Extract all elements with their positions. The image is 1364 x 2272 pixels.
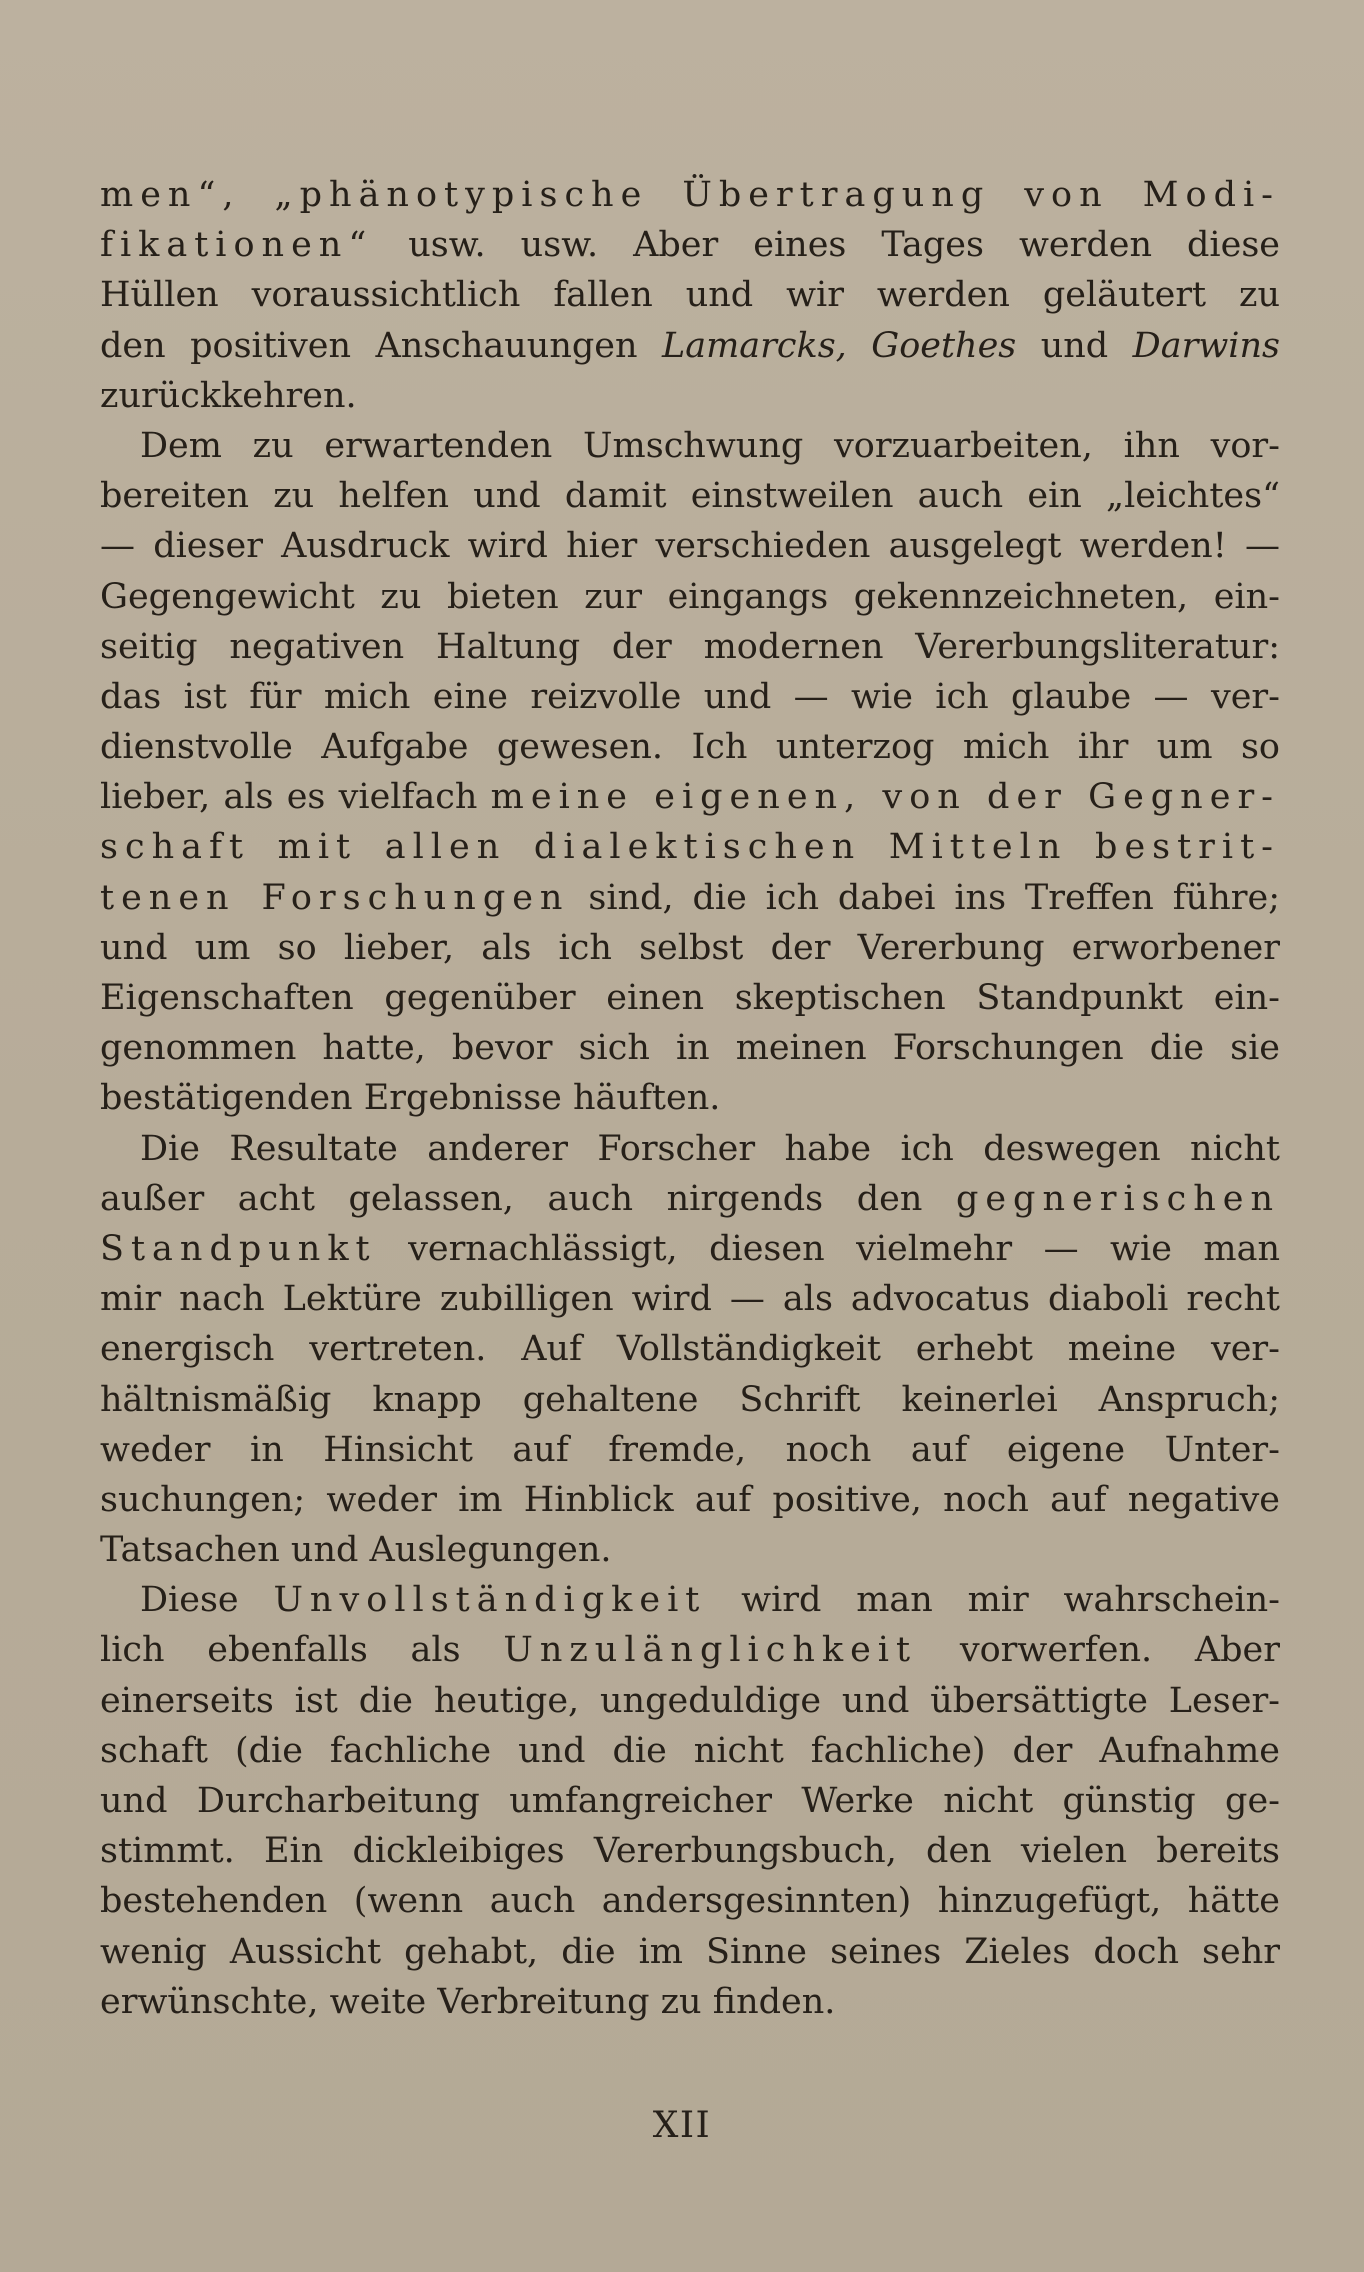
text-line (100, 1676, 1280, 1726)
text-segment: sind, die ich dabei ins Treffen führe; (569, 877, 1280, 918)
text-line (100, 170, 1280, 220)
text-segment: mir nach Lektüre zubilligen wird — als advocatus diaboli recht (100, 1279, 1280, 1320)
text-line (100, 1726, 1280, 1776)
spaced-emphasis-text: fikationen“ (100, 225, 374, 266)
text-segment: außer acht gelassen, auch nirgends den (100, 1178, 956, 1219)
text-segment: Dem zu erwartenden Umschwung vorzuarbeiten, ihn vor- (140, 425, 1280, 466)
text-line (100, 772, 1280, 822)
text-segment: den positiven Anschauungen (100, 325, 662, 366)
spaced-emphasis-text: Unzulänglichkeit (503, 1630, 918, 1671)
text-segment: usw. usw. Aber eines Tages werden diese (373, 225, 1280, 266)
text-segment: einerseits ist die heutige, ungeduldige und übersättigte Leser- (100, 1680, 1280, 1721)
spaced-emphasis-text: men“, „phänotypische Übertragung von Modi- (100, 175, 1280, 215)
text-line (100, 1625, 1280, 1675)
text-line (100, 873, 1280, 923)
text-segment: lich ebenfalls als (100, 1630, 504, 1671)
text-segment: bereiten zu helfen und damit einstweilen auch ein „leichtes“ (100, 476, 1280, 517)
spaced-emphasis-text: Standpunkt (100, 1228, 377, 1269)
text-line (100, 220, 1280, 270)
italic-text: Lamarcks, Goethes (662, 325, 1017, 366)
text-line (100, 1575, 1280, 1625)
text-line (100, 622, 1280, 672)
text-line (100, 822, 1280, 872)
text-line (100, 722, 1280, 772)
text-segment: zurückkehren. (100, 375, 357, 416)
text-segment: genommen hatte, bevor sich in meinen Forschungen die sie (100, 1028, 1280, 1069)
text-line (100, 1124, 1280, 1174)
text-segment: bestätigenden Ergebnisse häuften. (100, 1078, 721, 1119)
text-line (100, 1023, 1280, 1073)
text-segment: hältnismäßig knapp gehaltene Schrift keinerlei Anspruch; (100, 1379, 1280, 1420)
text-segment: Hüllen voraussichtlich fallen und wir werden geläutert zu (100, 275, 1280, 316)
text-segment: und um so lieber, als ich selbst der Vererbung erworbener (100, 927, 1280, 968)
text-line (100, 1224, 1280, 1274)
text-line (100, 1425, 1280, 1475)
text-line (100, 371, 1280, 421)
spaced-emphasis-text: schaft mit allen dialektischen Mitteln bestrit- (100, 827, 1280, 868)
text-line (100, 1274, 1280, 1324)
text-line (100, 1324, 1280, 1374)
text-line (100, 321, 1280, 371)
text-line (100, 421, 1280, 471)
text-line (100, 973, 1280, 1023)
text-line (100, 270, 1280, 320)
text-line (100, 521, 1280, 571)
spaced-emphasis-text: gegnerischen (955, 1178, 1280, 1219)
text-segment: suchungen; weder im Hinblick auf positive, noch auf negative (100, 1479, 1280, 1520)
text-segment: Diese (140, 1580, 274, 1621)
text-line (100, 1525, 1280, 1575)
text-segment: — dieser Ausdruck wird hier verschieden ausgelegt werden! — (100, 526, 1280, 567)
text-segment: lieber, als es vielfach (100, 777, 491, 818)
text-line (100, 1826, 1280, 1876)
text-segment: schaft (die fachliche und die nicht fachliche) der Aufnahme (100, 1730, 1280, 1771)
text-segment: erwünschte, weite Verbreitung zu finden. (100, 1981, 836, 2022)
text-line (100, 572, 1280, 622)
text-segment: seitig negativen Haltung der modernen Vererbungsliteratur: (100, 626, 1280, 667)
text-segment: vernachlässigt, diesen vielmehr — wie man (376, 1228, 1280, 1269)
body-text (100, 170, 1280, 2027)
text-segment: und (1016, 325, 1133, 366)
text-segment: weder in Hinsicht auf fremde, noch auf eigene Unter- (100, 1429, 1280, 1470)
text-segment: vorwerfen. Aber (917, 1630, 1280, 1671)
text-segment: und Durcharbeitung umfangreicher Werke nicht günstig ge- (100, 1781, 1280, 1821)
text-line (100, 1475, 1280, 1525)
text-line (100, 1927, 1280, 1977)
spaced-emphasis-text: Unvollständigkeit (273, 1580, 707, 1621)
text-line (100, 1776, 1280, 1826)
page-number: XII (652, 2105, 712, 2146)
text-segment: das ist für mich eine reizvolle und — wie ich glaube — ver- (100, 676, 1280, 717)
text-line (100, 923, 1280, 973)
text-line (100, 1174, 1280, 1224)
text-segment: energisch vertreten. Auf Vollständigkeit erhebt meine ver- (100, 1329, 1280, 1370)
text-segment: Die Resultate anderer Forscher habe ich deswegen nicht (140, 1128, 1280, 1169)
text-line (100, 1977, 1280, 2027)
text-segment: Gegengewicht zu bieten zur eingangs gekennzeichneten, ein- (100, 576, 1280, 617)
text-line (100, 672, 1280, 722)
text-line (100, 1073, 1280, 1123)
text-segment: wenig Aussicht gehabt, die im Sinne seines Zieles doch sehr (100, 1931, 1280, 1972)
text-segment: Eigenschaften gegenüber einen skeptischen Standpunkt ein- (100, 978, 1280, 1018)
text-segment: Tatsachen und Auslegungen. (100, 1530, 612, 1571)
text-segment: dienstvolle Aufgabe gewesen. Ich unterzog mich ihr um so (100, 727, 1280, 768)
text-line (100, 1375, 1280, 1425)
text-segment: bestehenden (wenn auch andersgesinnten) hinzugefügt, hätte (100, 1881, 1280, 1922)
spaced-emphasis-text: tenen Forschungen (100, 877, 570, 918)
spaced-emphasis-text: meine eigenen, von der Gegner- (490, 777, 1280, 818)
text-line (100, 471, 1280, 521)
text-line (100, 1876, 1280, 1926)
italic-text: Darwins (1132, 325, 1280, 366)
text-segment: stimmt. Ein dickleibiges Vererbungsbuch, den vielen bereits (100, 1831, 1280, 1872)
text-segment: wird man mir wahrschein- (706, 1580, 1280, 1621)
